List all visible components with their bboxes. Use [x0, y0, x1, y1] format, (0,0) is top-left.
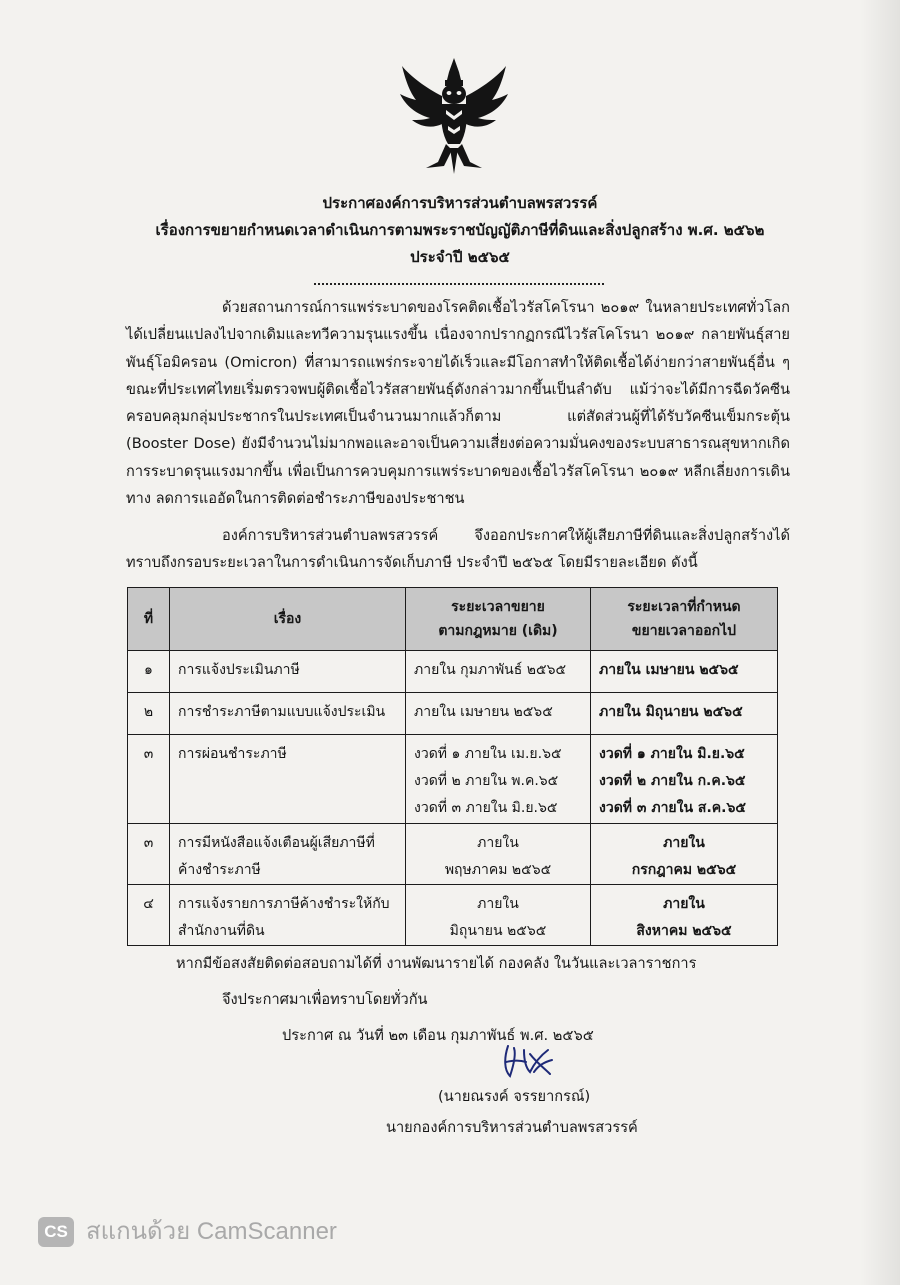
garuda-emblem-icon [396, 58, 512, 174]
table-row [128, 651, 778, 693]
row-extended-period [591, 693, 778, 735]
row-extended-period-line: งวดที่ ๒ ภายใน ก.ค.๖๕ [599, 773, 746, 789]
row-original-period-line: ภายใน เมษายน ๒๕๖๕ [414, 704, 553, 720]
handwritten-signature [500, 1042, 556, 1080]
row-subject [170, 885, 406, 946]
table-row [128, 693, 778, 735]
header-subject: เรื่อง [170, 588, 406, 651]
row-subject-line: การแจ้งรายการภาษีค้างชำระให้กับ [178, 896, 390, 912]
row-original-period-line: งวดที่ ๑ ภายใน เม.ย.๖๕ [414, 746, 562, 762]
row-original-period-line: มิถุนายน ๒๕๖๕ [449, 923, 547, 939]
table-row [128, 824, 778, 885]
row-subject-line: การแจ้งประเมินภาษี [178, 662, 300, 678]
row-original-period-line: ภายใน [477, 896, 519, 912]
row-original-period-line: ภายใน กุมภาพันธ์ ๒๕๖๕ [414, 662, 567, 678]
row-original-period [406, 824, 591, 885]
row-subject [170, 693, 406, 735]
paragraph-announcement-text: องค์การบริหารส่วนตำบลพรสวรรค์ จึงออกประกาศให้ผู้เสียภาษีที่ดินและสิ่งปลูกสร้างได้ทราบถึงกรอบระยะเวลาในการดำเนินการจัดเก็บภาษี ประจำปี ๒๕๖๕ โดยมีรายละเอียด ดังนี้ [126, 527, 790, 572]
document-year: ประจำปี ๒๕๖๕ [410, 248, 510, 266]
row-extended-period-line: งวดที่ ๓ ภายใน ส.ค.๖๕ [599, 800, 746, 816]
paragraph-background [126, 294, 790, 512]
row-original-period [406, 651, 591, 693]
row-subject [170, 735, 406, 824]
row-extended-period [591, 824, 778, 885]
row-extended-period [591, 651, 778, 693]
row-original-period [406, 735, 591, 824]
row-subject-line: ค้างชำระภาษี [178, 862, 261, 878]
row-original-period-line: งวดที่ ๒ ภายใน พ.ค.๖๕ [414, 773, 559, 789]
table-row [128, 735, 778, 824]
header-extended-period-line1: ระยะเวลาที่กำหนด [627, 599, 741, 615]
signer-title: นายกองค์การบริหารส่วนตำบลพรสวรรค์ [386, 1119, 638, 1136]
table-header-row [128, 588, 778, 651]
announcement-date: ประกาศ ณ วันที่ ๒๓ เดือน กุมภาพันธ์ พ.ศ. ๒๕๖๕ [282, 1027, 594, 1044]
row-original-period [406, 885, 591, 946]
row-extended-period-line: งวดที่ ๑ ภายใน มิ.ย.๖๕ [599, 746, 745, 762]
row-subject [170, 824, 406, 885]
header-original-period-line1: ระยะเวลาขยาย [451, 599, 545, 615]
table-row [128, 885, 778, 946]
document-title: ประกาศองค์การบริหารส่วนตำบลพรสวรรค์ [322, 194, 598, 212]
row-extended-period-line: ภายใน มิถุนายน ๒๕๖๕ [599, 704, 743, 720]
title-divider [314, 280, 604, 285]
announcement-closing: จึงประกาศมาเพื่อทราบโดยทั่วกัน [222, 991, 428, 1008]
row-number: ๔ [128, 885, 170, 946]
paragraph-announcement [126, 522, 790, 577]
camscanner-watermark: สแกนด้วย CamScanner [86, 1218, 337, 1245]
row-subject [170, 651, 406, 693]
row-subject-line: การผ่อนชำระภาษี [178, 746, 287, 762]
contact-info: หากมีข้อสงสัยติดต่อสอบถามได้ที่ งานพัฒนารายได้ กองคลัง ในวันและเวลาราชการ [176, 955, 697, 972]
paragraph-background-text: ด้วยสถานการณ์การแพร่ระบาดของโรคติดเชื้อไวรัสโคโรนา ๒๐๑๙ ในหลายประเทศทั่วโลกได้เปลี่ยนแปลงไปจากเดิมและทวีความรุนแรงขึ้น เนื่องจากปรากฏกรณีไวรัสโคโรนา ๒๐๑๙ กลายพันธุ์สายพันธุ์โอมิครอน (Omicron) ที่สามารถแพร่กระจายได้เร็วและมีโอกาสทำให้ติดเชื้อได้ง่ายกว่าสายพันธุ์อื่น ๆ ขณะที่ประเทศไทยเริ่มตรวจพบผู้ติดเชื้อไวรัสสายพันธุ์ดังกล่าวมากขึ้นเป็นลำดับ แม้ว่าจะได้มีการฉีดวัคซีนครอบคลุมกลุ่มประชากรในประเทศเป็นจำนวนมากแล้วก็ตาม แต่สัดส่วนผู้ที่ได้รับวัคซีนเข็มกระตุ้น (Booster Dose) ยังมีจำนวนไม่มากพอและอาจเป็นความเสี่ยงต่อความมั่นคงของระบบสาธารณสุขหากเกิดการระบาดรุนแรงมากขึ้น เพื่อเป็นการควบคุมการแพร่ระบาดของเชื้อไวรัสโคโรนา ๒๐๑๙ หลีกเลี่ยงการเดินทาง ลดการแออัดในการติดต่อชำระภาษีของประชาชน [126, 299, 790, 508]
row-extended-period-line: ภายใน [663, 835, 705, 851]
row-extended-period-line: กรกฎาคม ๒๕๖๕ [631, 862, 737, 878]
row-number: ๒ [128, 693, 170, 735]
row-subject-line: สำนักงานที่ดิน [178, 923, 265, 939]
document-subject: เรื่องการขยายกำหนดเวลาดำเนินการตามพระราชบัญญัติภาษีที่ดินและสิ่งปลูกสร้าง พ.ศ. ๒๕๖๒ [155, 221, 765, 239]
signer-name: (นายณรงค์ จรรยากรณ์) [438, 1088, 591, 1105]
row-original-period-line: ภายใน [477, 835, 519, 851]
header-extended-period [591, 588, 778, 651]
row-extended-period [591, 735, 778, 824]
row-extended-period [591, 885, 778, 946]
camscanner-logo-icon: CS [38, 1217, 74, 1247]
row-extended-period-line: สิงหาคม ๒๕๖๕ [636, 923, 732, 939]
row-original-period-line: พฤษภาคม ๒๕๖๕ [444, 862, 552, 878]
header-original-period [406, 588, 591, 651]
row-subject-line: การชำระภาษีตามแบบแจ้งประเมิน [178, 704, 386, 720]
tax-schedule-table [127, 587, 778, 946]
row-original-period-line: งวดที่ ๓ ภายใน มิ.ย.๖๕ [414, 800, 558, 816]
header-original-period-line2: ตามกฎหมาย (เดิม) [438, 623, 558, 639]
row-extended-period-line: ภายใน [663, 896, 705, 912]
header-extended-period-line2: ขยายเวลาออกไป [631, 623, 737, 639]
row-number: ๓ [128, 824, 170, 885]
row-number: ๓ [128, 735, 170, 824]
scan-edge-shadow [860, 0, 900, 1285]
row-extended-period-line: ภายใน เมษายน ๒๕๖๕ [599, 662, 739, 678]
row-subject-line: การมีหนังสือแจ้งเตือนผู้เสียภาษีที่ [178, 835, 375, 851]
row-original-period [406, 693, 591, 735]
row-number: ๑ [128, 651, 170, 693]
header-no: ที่ [128, 588, 170, 651]
